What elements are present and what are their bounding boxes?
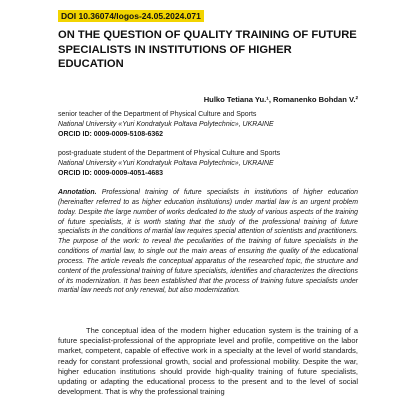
orcid-id[interactable]: ORCID ID: 0009-0009-4051-4683 (58, 169, 164, 177)
doi-badge[interactable]: DOI 10.36074/logos-24.05.2024.071 (58, 10, 204, 22)
paper-title: ON THE QUESTION OF QUALITY TRAINING OF FUTURE SPECIALISTS IN INSTITUTIONS OF HIGHER EDUCATION (58, 29, 357, 70)
affiliation-institution: National University «Yuri Kondratyuk Poltava Polytechnic», UKRAINE (58, 159, 274, 167)
affiliation-position: senior teacher of the Department of Physical Culture and Sports (58, 111, 257, 118)
abstract (58, 188, 358, 296)
affiliation-2 (58, 149, 358, 178)
orcid-id[interactable]: ORCID ID: 0009-0009-5108-6362 (58, 130, 164, 138)
authors: Hulko Tetiana Yu.¹, Romanenko Bohdan V.² (203, 95, 358, 104)
body-paragraph: The conceptual idea of the modern higher education system is the training of a future specialist-professional of the appropriate level and profile, competitive on the labor market, competent, capable of effective work in a specialty at the level of world standards, ready for constant professional growth, social and professional mobility. Despite the war, higher education institutions should provide high-quality training of future specialists, updating or adapting the educational process to the present and to the level of social development. That is why the professional training (58, 326, 358, 397)
affiliation-position: post-graduate student of the Department of Physical Culture and Sports (58, 150, 281, 157)
affiliation-institution: National University «Yuri Kondratyuk Poltava Polytechnic», UKRAINE (58, 120, 274, 128)
affiliation-1 (58, 110, 358, 139)
abstract-text: Professional training of future specialists in institutions of higher education (hereinafter referred to as higher education institutions) under martial law is an urgent problem today. Despite the large number of works dedicated to the study of various aspects of the training of future specialists, it is worth stating that the study of the professional training of future specialists in the conditions of martial law requires special attention of scientists and practitioners. The purpose of the work: to reveal the peculiarities of the training of future specialists in the conditions of martial law, to single out the main areas of ensuring the quality of the educational process. The article reveals the conceptual apparatus of the researched topic, the structure and content of the professional training of future specialists, identifies and characterizes the directions of its modernization. It has been established that the process of training future specialists under martial law needs not only renewal, but also modernization. (58, 189, 358, 295)
abstract-label: Annotation. (58, 189, 97, 196)
